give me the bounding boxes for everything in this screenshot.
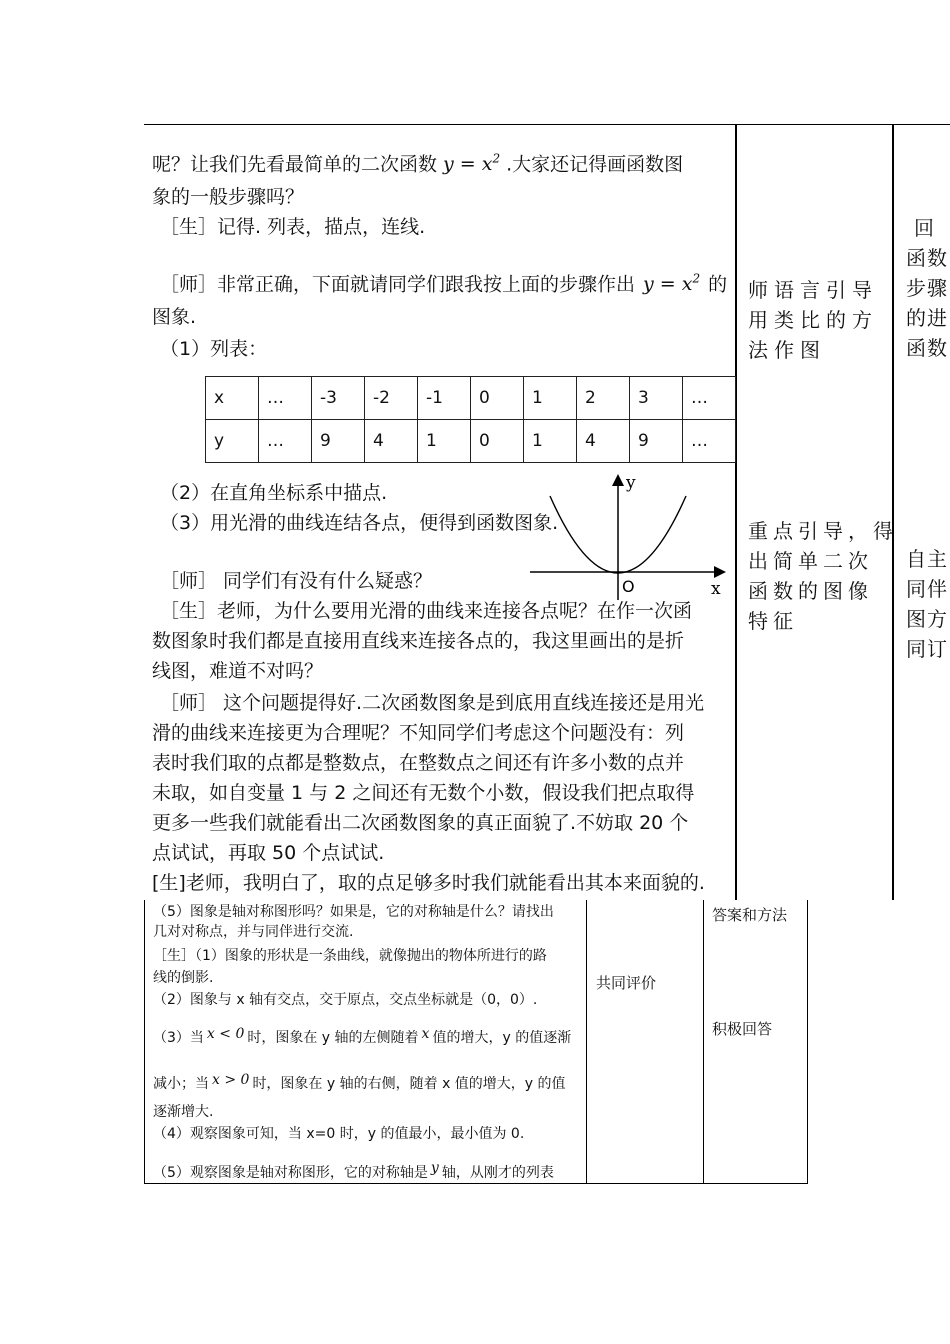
lower-col-divider-2 — [703, 900, 704, 1184]
dialog-line-3: 数图象时我们都是直接用直线来连接各点的，我这里画出的是折 — [152, 630, 685, 652]
table-cell: 9 — [630, 420, 683, 463]
col2-block-1: 师语言引导 用类比的方 法作图 — [748, 278, 878, 362]
table-cell: -2 — [365, 377, 418, 420]
lower-right-text-2: 积极回答 — [712, 1020, 773, 1038]
dialog-line-2: ［生］老师，为什么要用光滑的曲线来连接各点呢？在作一次函 — [160, 600, 693, 622]
lower-line-4: 线的倒影. — [153, 970, 214, 986]
table-cell: 3 — [630, 377, 683, 420]
upper-top-border — [144, 124, 950, 125]
dialog-line-10: 点试试，再取 50 个点试试. — [152, 842, 385, 864]
table-cell: … — [683, 377, 736, 420]
values-table — [205, 376, 736, 463]
lower-bottom-border — [144, 1183, 808, 1184]
lower-line-9: （4）观察图象可知，当 x=0 时，y 的值最小，最小值为 0. — [153, 1126, 525, 1142]
x-axis-label: x — [711, 579, 721, 599]
table-cell: 1 — [418, 420, 471, 463]
top-line-3: ［生］记得. 列表，描点，连线. — [160, 216, 426, 238]
dialog-line-9: 更多一些我们就能看出二次函数图象的真正面貌了.不妨取 20 个 — [152, 812, 689, 834]
lower-right-text-1: 答案和方法 — [712, 906, 788, 924]
col3-block-2: 自主 同伴 图方 同订 — [906, 547, 948, 661]
table-cell: 0 — [471, 377, 524, 420]
dialog-line-6: 滑的曲线来连接更为合理呢？不知同学们考虑这个问题没有：列 — [152, 722, 685, 744]
table-cell: 1 — [524, 420, 577, 463]
lower-left-border — [144, 900, 145, 1184]
col3-block-1: 回 函数 步骤 的进 函数 — [906, 216, 948, 360]
origin-label: O — [622, 577, 635, 596]
lower-mid-text: 共同评价 — [596, 974, 657, 992]
lower-line-8: 逐渐增大. — [153, 1104, 214, 1120]
table-cell: -1 — [418, 377, 471, 420]
dialog-line-1: ［师］ 同学们有没有什么疑惑？ — [160, 570, 433, 592]
lower-right-border — [807, 900, 808, 1184]
top-line-6: （1）列表： — [160, 338, 268, 360]
upper-col-divider-1 — [735, 124, 737, 900]
top-line-4: ［师］非常正确，下面就请同学们跟我按上面的步骤作出 $y = x^2$ 的 — [160, 272, 728, 296]
table-cell: 4 — [577, 420, 630, 463]
dialog-line-7: 表时我们取的点都是整数点，在整数点之间还有许多小数的点并 — [152, 752, 685, 774]
table-row-y — [206, 420, 736, 463]
lower-right-clip — [708, 900, 807, 930]
col2-block-2: 重点引导，得 出简单二次 函数的图像 特征 — [748, 519, 898, 633]
table-cell: y — [206, 420, 259, 463]
lower-line-7: 减小；当 x > 0 时，图象在 y 轴的右侧，随着 x 值的增大，y 的值 — [153, 1072, 566, 1092]
table-row-x — [206, 377, 736, 420]
dialog-line-5: ［师］ 这个问题提得好.二次函数图象是到底用直线连接还是用光 — [160, 692, 705, 714]
step-2: （2）在直角坐标系中描点. — [160, 482, 388, 504]
table-cell: 1 — [524, 377, 577, 420]
table-cell: 0 — [471, 420, 524, 463]
dialog-line-11: [生]老师，我明白了，取的点足够多时我们就能看出其本来面貌的. — [152, 872, 705, 894]
table-cell: … — [259, 377, 312, 420]
lower-line-6: （3）当 x < 0 时，图象在 y 轴的左侧随着 x 值的增大，y 的值逐渐 — [153, 1026, 572, 1046]
lower-line-1: （5）图象是轴对称图形吗？如果是，它的对称轴是什么？请找出 — [153, 904, 554, 920]
col3-clip — [894, 124, 950, 900]
lower-line-2: 几对对称点，并与同伴进行交流. — [153, 924, 354, 940]
lower-line-10: （5）观察图象是轴对称图形，它的对称轴是 y 轴，从刚才的列表 — [153, 1160, 554, 1181]
table-cell: … — [683, 420, 736, 463]
top-line-2: 象的一般步骤吗？ — [152, 186, 305, 208]
lower-line-5: （2）图象与 x 轴有交点，交于原点，交点坐标就是（0，0）. — [153, 992, 538, 1008]
lower-col-divider-1 — [586, 900, 587, 1184]
dialog-line-4: 线图，难道不对吗？ — [152, 660, 324, 682]
top-line-1: 呢？让我们先看最简单的二次函数 $y = x^2$ .大家还记得画函数图 — [152, 152, 684, 176]
table-cell: … — [259, 420, 312, 463]
y-axis-label: y — [626, 473, 636, 493]
lower-line-3: ［生］（1）图象的形状是一条曲线，就像抛出的物体所进行的路 — [153, 948, 547, 964]
table-cell: 9 — [312, 420, 365, 463]
table-cell: 4 — [365, 420, 418, 463]
top-line-5: 图象. — [152, 306, 197, 328]
parabola-graph — [525, 468, 730, 603]
step-3: （3）用光滑的曲线连结各点，便得到函数图象. — [160, 512, 559, 534]
table-cell: -3 — [312, 377, 365, 420]
dialog-line-8: 未取，如自变量 1 与 2 之间还有无数个小数，假设我们把点取得 — [152, 782, 695, 804]
table-cell: 2 — [577, 377, 630, 420]
table-cell: x — [206, 377, 259, 420]
